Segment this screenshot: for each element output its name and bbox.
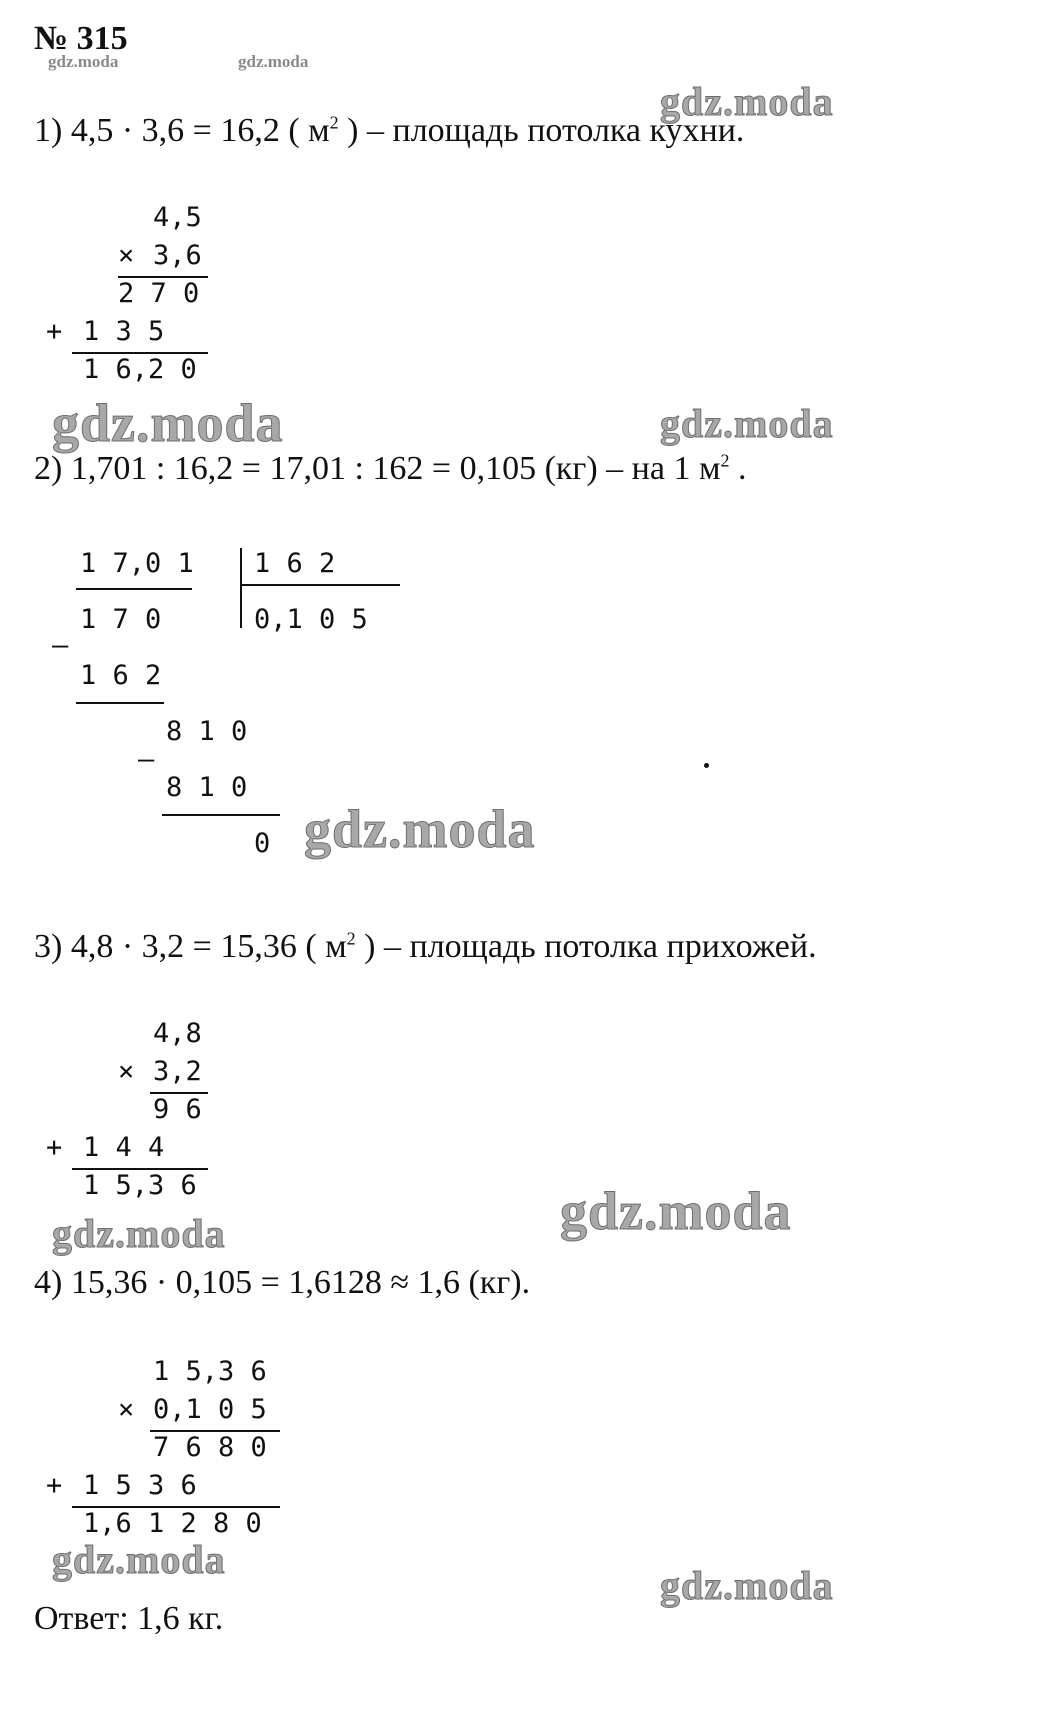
step-value: 1 7 0 (80, 604, 162, 635)
partial-2: 1 3 5 (83, 316, 165, 347)
watermark: gdz.moda (52, 393, 284, 453)
problem-number: № 315 (34, 20, 128, 57)
plus-sign: + (46, 1470, 63, 1501)
rule (162, 814, 280, 816)
minus-sign: – (52, 630, 69, 661)
partial-1: 7 6 8 0 (153, 1432, 267, 1463)
divisor: 1 6 2 (254, 548, 336, 579)
dot-mark (704, 763, 709, 768)
watermark: gdz.moda (660, 1563, 834, 1608)
watermark-small: gdz.moda (238, 52, 309, 71)
factor-2: 3,6 (153, 240, 202, 271)
times-sign: × (118, 240, 135, 271)
dividend: 1 7,0 1 (80, 548, 194, 579)
quotient: 0,1 0 5 (254, 604, 368, 635)
product: 1,6 1 2 8 0 (83, 1508, 262, 1539)
watermark: gdz.moda (52, 1537, 226, 1582)
factor-1: 1 5,3 6 (153, 1356, 267, 1387)
partial-1: 9 6 (153, 1094, 202, 1125)
times-sign: × (118, 1394, 135, 1425)
plus-sign: + (46, 1132, 63, 1163)
step-4-line: 4) 15,36 · 0,105 = 1,6128 ≈ 1,6 (кг). (34, 1264, 531, 1301)
plus-sign: + (46, 316, 63, 347)
subtrahend: 1 6 2 (80, 660, 162, 691)
minus-sign: – (138, 744, 155, 775)
remainder: 0 (254, 828, 271, 859)
partial-2: 1 5 3 6 (83, 1470, 197, 1501)
division-bar (240, 548, 242, 628)
answer: Ответ: 1,6 кг. (34, 1600, 224, 1637)
step-3-line: 3) 4,8 · 3,2 = 15,36 ( $м^2$ ) – площадь потолка прихожей. (34, 928, 817, 965)
partial-1: 2 7 0 (118, 278, 200, 309)
subtrahend: 8 1 0 (166, 772, 248, 803)
watermark: gdz.moda (660, 79, 834, 124)
rule (76, 588, 192, 590)
rule (76, 702, 164, 704)
watermark: gdz.moda (660, 401, 834, 446)
rule (240, 584, 400, 586)
times-sign: × (118, 1056, 135, 1087)
factor-1: 4,5 (153, 202, 202, 233)
factor-2: 3,2 (153, 1056, 202, 1087)
watermark: gdz.moda (304, 799, 536, 859)
product: 1 5,3 6 (83, 1170, 197, 1201)
product: 1 6,2 0 (83, 354, 197, 385)
partial-2: 1 4 4 (83, 1132, 165, 1163)
watermark-small: gdz.moda (48, 52, 119, 71)
step-value: 8 1 0 (166, 716, 248, 747)
step-2-line: 2) 1,701 : 16,2 = 17,01 : 162 = 0,105 (кг) – на 1 $м^2$ . (34, 450, 747, 487)
factor-2: 0,1 0 5 (153, 1394, 267, 1425)
watermark: gdz.moda (52, 1211, 226, 1256)
watermark: gdz.moda (560, 1181, 792, 1241)
step-1-line: 1) 4,5 · 3,6 = 16,2 ( $м^2$ ) – площадь потолка кухни. (34, 112, 745, 149)
factor-1: 4,8 (153, 1018, 202, 1049)
